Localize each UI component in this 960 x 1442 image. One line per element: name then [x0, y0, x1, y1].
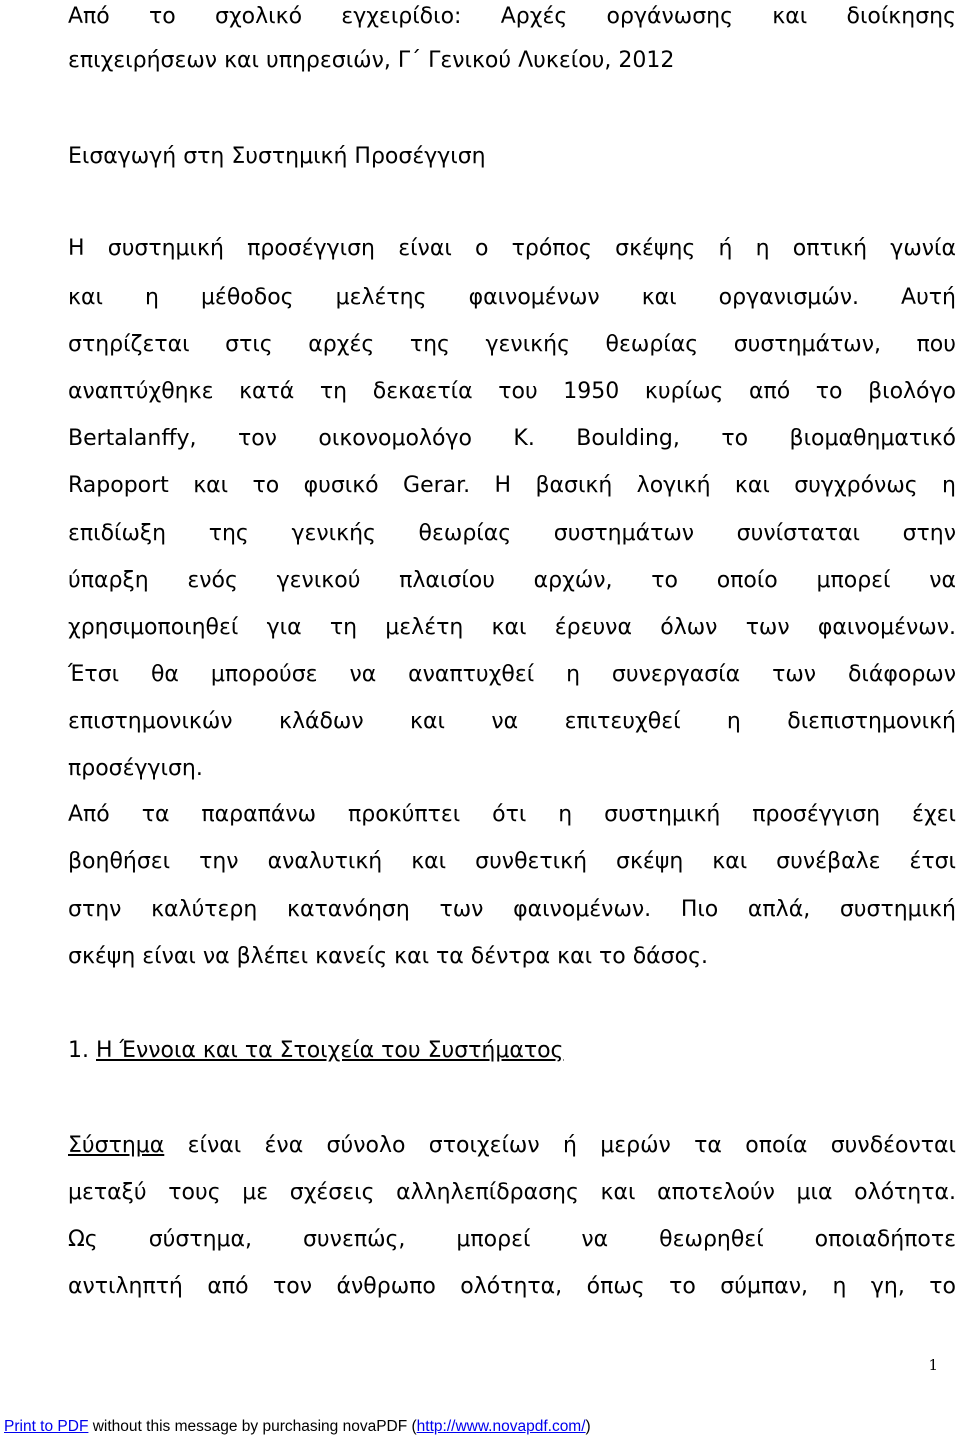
footer: [4, 1418, 956, 1436]
page-number: 1: [928, 1356, 938, 1374]
para1-line-10: Έτσι θα μπορούσε να αναπτυχθεί η συνεργασία των διάφορων: [68, 662, 956, 687]
para3-line-3: Ως σύστημα, συνεπώς, μπορεί να θεωρηθεί οποιαδήποτε: [68, 1227, 956, 1252]
para2-line-2: βοηθήσει την αναλυτική και συνθετική σκέψη και συνέβαλε έτσι: [68, 849, 956, 874]
para1-line-1: Η συστημική προσέγγιση είναι ο τρόπος σκέψης ή η οπτική γωνία: [68, 236, 956, 261]
para1-line-4: αναπτύχθηκε κατά τη δεκαετία του 1950 κυρίως από το βιολόγο: [68, 379, 956, 404]
para2-line-3: στην καλύτερη κατανόηση των φαινομένων. Πιο απλά, συστημική: [68, 897, 956, 922]
source-line-1: Από το σχολικό εγχειρίδιο: Αρχές οργάνωσης και διοίκησης: [68, 4, 956, 29]
section-title-text: Η Έννοια και τα Στοιχεία του Συστήματος: [96, 1038, 564, 1063]
term-system: Σύστημα: [68, 1133, 165, 1158]
para2-line-1: Από τα παραπάνω προκύπτει ότι η συστημική προσέγγιση έχει: [68, 802, 956, 827]
novapdf-link[interactable]: http://www.novapdf.com/: [416, 1418, 586, 1435]
para1-line-9: χρησιμοποιηθεί για τη μελέτη και έρευνα όλων των φαινομένων.: [68, 615, 956, 640]
para1-line-2: και η μέθοδος μελέτης φαινομένων και οργανισμών. Αυτή: [68, 285, 956, 310]
para3-line-2: μεταξύ τους με σχέσεις αλληλεπίδρασης και αποτελούν μια ολότητα.: [68, 1180, 956, 1205]
para1-line-12: προσέγγιση.: [68, 756, 203, 781]
para1-line-6: Rapoport και το φυσικό Gerar. Η βασική λογική και συγχρόνως η: [68, 473, 956, 498]
section-title: [68, 1036, 956, 1066]
para2-line-4: σκέψη είναι να βλέπει κανείς και τα δέντρα και το δάσος.: [68, 944, 708, 969]
source-line-2: επιχειρήσεων και υπηρεσιών, Γ΄ Γενικού Λυκείου, 2012: [68, 48, 675, 73]
para3-line-1: [68, 1131, 956, 1161]
para1-line-11: επιστημονικών κλάδων και να επιτευχθεί η διεπιστημονική: [68, 709, 956, 734]
footer-message: without this message by purchasing novaPDF (: [88, 1418, 417, 1435]
print-to-pdf-link[interactable]: Print to PDF: [4, 1418, 89, 1435]
intro-heading: Εισαγωγή στη Συστημική Προσέγγιση: [68, 144, 486, 169]
para3-line-4: αντιληπτή από τον άνθρωπο ολότητα, όπως το σύμπαν, η γη, το: [68, 1274, 956, 1299]
footer-end: ): [585, 1418, 591, 1435]
para1-line-3: στηρίζεται στις αρχές της γενικής θεωρίας συστημάτων, που: [68, 332, 956, 357]
para1-line-5: Bertalanffy, τον οικονομολόγο K. Boulding, το βιομαθηματικό: [68, 426, 956, 451]
para1-line-8: ύπαρξη ενός γενικού πλαισίου αρχών, το οποίο μπορεί να: [68, 568, 956, 593]
para3-line-1-rest: είναι ένα σύνολο στοιχείων ή μερών τα οποία συνδέονται: [164, 1133, 956, 1158]
para1-line-7: επιδίωξη της γενικής θεωρίας συστημάτων συνίσταται στην: [68, 521, 956, 546]
section-number: 1.: [68, 1038, 89, 1063]
